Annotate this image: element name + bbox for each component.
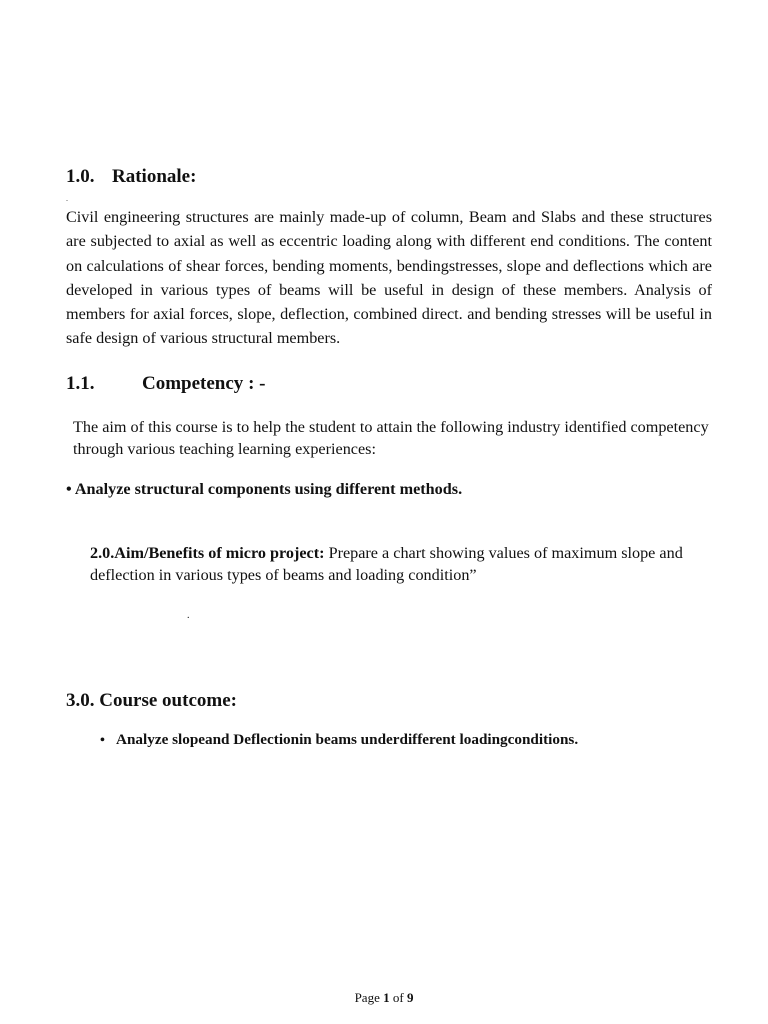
rationale-paragraph: Civil engineering structures are mainly made-up of column, Beam and Slabs and these structures are subjected to axial as well as eccentric loading along with different end conditions. The content on calculations of shear forces, bending moments, bendingstresses, slope and deflections which are developed in various types of beams will be useful in design of these members. Analysis of members for axial forces, slope, deflection, combined direct. and bending stresses will be useful in safe design of various structural members. — [66, 208, 712, 348]
micro-project-label: 2.0.Aim/Benefits of micro project: — [90, 544, 325, 562]
rationale-title: Rationale: — [112, 166, 197, 187]
competency-heading — [66, 373, 265, 395]
micro-project-text: Prepare a chart showing values of maximum slope and deflection in various types of beams and loading condition” — [90, 544, 683, 584]
footer-total-pages: 9 — [406, 990, 414, 1005]
footer-of: of — [392, 990, 404, 1005]
footer-prefix: Page — [354, 990, 380, 1005]
rationale-number: 1.0. — [66, 166, 95, 187]
section-marker: . — [66, 194, 68, 203]
rationale-heading — [66, 166, 196, 188]
stray-mark: . — [187, 610, 190, 621]
course-outcome-item: Analyze slopeand Deflectionin beams underdifferent loadingconditions. — [116, 731, 579, 748]
competency-text: The aim of this course is to help the student to attain the following industry identified competency through various teaching learning experiences: — [73, 418, 709, 458]
competency-separator: : - — [248, 373, 266, 394]
page-footer — [0, 990, 768, 1006]
micro-project-paragraph — [90, 542, 720, 586]
competency-bullet: • Analyze structural components using different methods. — [66, 480, 463, 498]
competency-title: Competency — [142, 373, 244, 394]
competency-number: 1.1. — [66, 373, 95, 394]
bullet-icon: • — [100, 733, 105, 748]
course-outcome-list — [100, 731, 578, 749]
course-outcome-heading: 3.0. Course outcome: — [66, 690, 237, 711]
footer-current-page: 1 — [383, 990, 390, 1005]
